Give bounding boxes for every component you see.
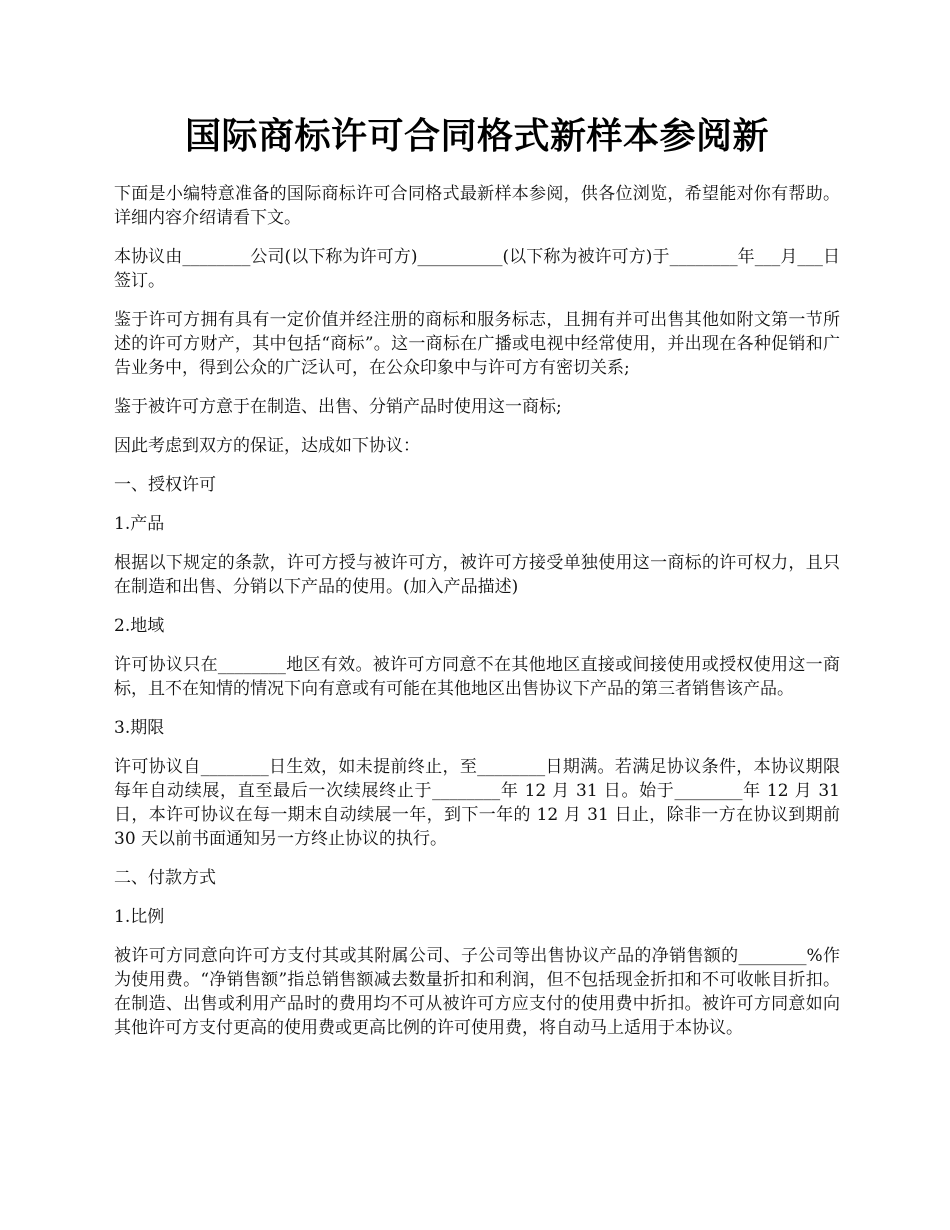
subheading-rate: 1.比例 bbox=[114, 907, 165, 927]
whereas-licensor-paragraph: 鉴于许可方拥有具有一定价值并经注册的商标和服务标志，且拥有并可出售其他如附文第一节所述的许可方财产，其中包括“商标”。这一商标在广播或电视中经常使用，并出现在各种促销和广告业务中，得到公众的广泛认可，在公众印象中与许可方有密切关系; bbox=[114, 310, 840, 378]
intro-paragraph: 下面是小编特意准备的国际商标许可合同格式最新样本参阅，供各位浏览，希望能对你有帮助。详细内容介绍请看下文。 bbox=[114, 184, 840, 228]
products-paragraph: 根据以下规定的条款，许可方授与被许可方，被许可方接受单独使用这一商标的许可权力，且只在制造和出售、分销以下产品的使用。(加入产品描述) bbox=[114, 553, 840, 597]
subheading-term: 3.期限 bbox=[114, 718, 165, 738]
agreement-statement-paragraph: 因此考虑到双方的保证，达成如下协议： bbox=[114, 436, 420, 456]
agreement-parties-paragraph: 本协议由________公司(以下称为许可方)__________(以下称为被许可方)于________年___月___日签订。 bbox=[114, 247, 840, 291]
document-title: 国际商标许可合同格式新样本参阅新 bbox=[184, 115, 769, 157]
subheading-territory: 2.地域 bbox=[114, 616, 165, 636]
subheading-products: 1.产品 bbox=[114, 514, 165, 534]
term-paragraph: 许可协议自________日生效，如未提前终止，至________日期满。若满足协议条件，本协议期限每年自动续展，直至最后一次续展终止于________年 12 月 31 日。始于________年 12 月 31 日，本许可协议在每一期末自动续展一年，到下一年的 12 月 31 日止，除非一方在协议到期前 30 天以前书面通知另一方终止协议的执行。 bbox=[114, 757, 840, 849]
whereas-licensee-paragraph: 鉴于被许可方意于在制造、出售、分销产品时使用这一商标; bbox=[114, 397, 562, 417]
territory-paragraph: 许可协议只在________地区有效。被许可方同意不在其他地区直接或间接使用或授权使用这一商标，且不在知情的情况下向有意或有可能在其他地区出售协议下产品的第三者销售该产品。 bbox=[114, 655, 840, 699]
section-heading-license-grant: 一、授权许可 bbox=[114, 475, 216, 495]
section-heading-payment: 二、付款方式 bbox=[114, 868, 216, 888]
rate-paragraph: 被许可方同意向许可方支付其或其附属公司、子公司等出售协议产品的净销售额的________%作为使用费。“净销售额”指总销售额减去数量折扣和利润，但不包括现金折扣和不可收帐目折扣。在制造、出售或利用产品时的费用均不可从被许可方应支付的使用费中折扣。被许可方同意如向其他许可方支付更高的使用费或更高比例的许可使用费，将自动马上适用于本协议。 bbox=[114, 946, 840, 1038]
